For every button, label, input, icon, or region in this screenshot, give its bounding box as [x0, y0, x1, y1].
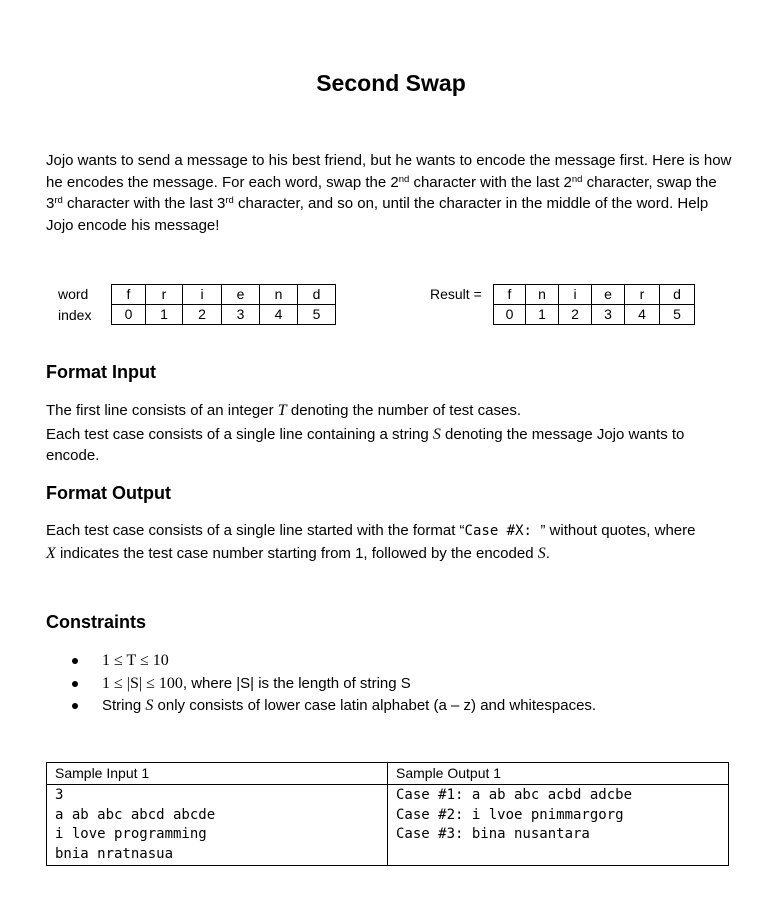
word-char-cell: f [112, 285, 146, 305]
format-input-text: The first line consists of an integer T denoting the number of test cases. Each test case consists of a single line containing a string S denoting the message Jojo wants to encode. [46, 402, 685, 464]
index-cell: 4 [260, 305, 298, 325]
result-char-cell: d [660, 285, 695, 305]
word-char-cell: e [222, 285, 260, 305]
sample-io-table [46, 762, 729, 866]
index-label: index [58, 307, 92, 323]
problem-description: Jojo wants to send a message to his best friend, but he wants to encode the message first. Here is how he encodes the message. For each word, swap the 2nd character with the last 2nd character, swap the 3rd character with the last 3rd character, and so on, until the character in the middle of the word. Help Jojo encode his message! [46, 152, 732, 234]
index-cell: 2 [183, 305, 222, 325]
word-char-cell: n [260, 285, 298, 305]
index-cell: 3 [592, 305, 625, 325]
word-char-cell: i [183, 285, 222, 305]
word-example-table [111, 284, 336, 325]
sample-output-header: Sample Output 1 [388, 763, 729, 785]
word-label: word [58, 286, 89, 302]
sample-input-body: 3 a ab abc abcd abcde i love programming bnia nratnasua [55, 787, 216, 862]
index-cell: 0 [112, 305, 146, 325]
result-char-cell: n [526, 285, 559, 305]
constraints-heading: Constraints [46, 612, 147, 632]
word-char-cell: d [298, 285, 336, 305]
index-cell: 0 [494, 305, 526, 325]
constraints-list [72, 650, 596, 718]
index-cell: 4 [625, 305, 660, 325]
page-title: Second Swap [316, 70, 466, 96]
result-label: Result = [430, 286, 482, 302]
result-char-cell: i [559, 285, 592, 305]
result-example-table [493, 284, 695, 325]
index-cell: 1 [526, 305, 559, 325]
result-char-cell: f [494, 285, 526, 305]
index-cell: 1 [146, 305, 183, 325]
word-char-cell: r [146, 285, 183, 305]
sample-output-body: Case #1: a ab abc acbd adcbe Case #2: i lvoe pnimmargorg Case #3: bina nusantara [396, 787, 633, 843]
format-output-heading: Format Output [46, 483, 171, 503]
sample-input-header: Sample Input 1 [47, 763, 388, 785]
constraint-item: 1 ≤ T ≤ 10 [72, 650, 596, 673]
index-cell: 5 [298, 305, 336, 325]
sample-output-cell [388, 785, 729, 866]
index-cell: 3 [222, 305, 260, 325]
index-cell: 5 [660, 305, 695, 325]
constraint-item: String S only consists of lower case latin alphabet (a – z) and whitespaces. [72, 695, 596, 718]
format-output-text: Each test case consists of a single line started with the format “Case #X: ” without quotes, where X indicates the test case number starting from 1, followed by the encoded S. [46, 522, 696, 562]
result-char-cell: r [625, 285, 660, 305]
index-cell: 2 [559, 305, 592, 325]
format-input-heading: Format Input [46, 362, 156, 382]
result-char-cell: e [592, 285, 625, 305]
constraint-item: 1 ≤ |S| ≤ 100, where |S| is the length of string S [72, 673, 596, 696]
sample-input-cell [47, 785, 388, 866]
